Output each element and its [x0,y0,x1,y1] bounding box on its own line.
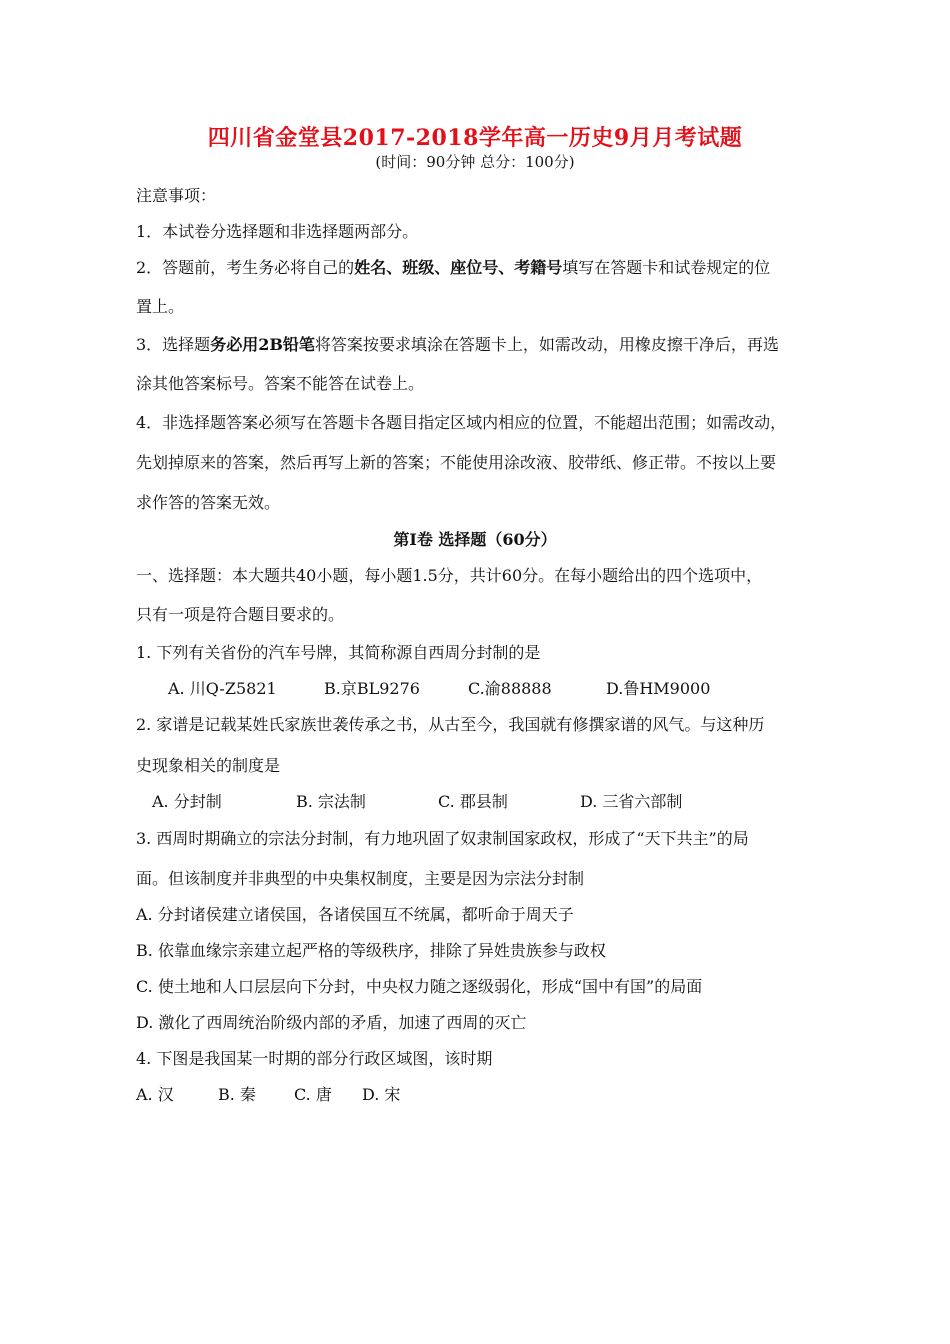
notice-item-4-line-2: 先划掉原来的答案，然后再写上新的答案；不能使用涂改液、胶带纸、修正带。不按以上要 [136,453,777,472]
notice-item-3-bold: 务必用2B铅笔 [210,335,315,354]
question-4-option-d: D. 宋 [362,1085,401,1104]
notice-item-2-bold: 姓名、班级、座位号、考籍号 [354,258,563,277]
question-1-stem: 1. 下列有关省份的汽车号牌，其简称源自西周分封制的是 [136,643,541,662]
question-4-stem: 4. 下图是我国某一时期的部分行政区域图，该时期 [136,1049,493,1068]
question-4-option-b: B. 秦 [218,1085,256,1104]
question-2-option-a: A. 分封制 [152,792,222,811]
question-1-option-c: C.渝88888 [468,679,552,698]
exam-title: 四川省金堂县2017-2018学年高一历史9月月考试题 [207,125,743,151]
question-1-option-b: B.京BL9276 [324,679,420,698]
notice-item-3-prefix: 3．选择题 [136,335,211,354]
question-2-stem-line-2: 史现象相关的制度是 [136,756,281,775]
notice-item-2-suffix: 填写在答题卡和试卷规定的位 [562,258,771,277]
instructions-line-1: 一、选择题：本大题共40小题，每小题1.5分，共计60分。在每小题给出的四个选项中， [136,566,763,585]
question-2-option-b: B. 宗法制 [296,792,366,811]
question-3-stem-line-1: 3. 西周时期确立的宗法分封制，有力地巩固了奴隶制国家政权，形成了“天下共主”的局 [136,829,749,848]
question-2-option-d: D. 三省六部制 [580,792,683,811]
question-4-option-a: A. 汉 [136,1085,174,1104]
notice-heading: 注意事项： [136,186,217,205]
question-3-stem-line-2: 面。但该制度并非典型的中央集权制度，主要是因为宗法分封制 [136,869,585,888]
notice-item-3-cont: 涂其他答案标号。答案不能答在试卷上。 [136,374,425,393]
notice-item-3-suffix: 将答案按要求填涂在答题卡上，如需改动，用橡皮擦干净后，再选 [314,335,779,354]
question-1-option-a: A. 川Q-Z5821 [168,679,277,698]
notice-item-1: 1．本试卷分选择题和非选择题两部分。 [136,222,419,241]
question-1-option-d: D.鲁HM9000 [606,679,711,698]
question-2-option-c: C. 郡县制 [438,792,508,811]
notice-item-2-prefix: 2．答题前，考生务必将自己的 [136,258,355,277]
question-3-option-c: C. 使土地和人口层层向下分封，中央权力随之逐级弱化，形成“国中有国”的局面 [136,977,703,996]
notice-item-2-cont: 置上。 [136,297,185,316]
question-4-option-c: C. 唐 [294,1085,332,1104]
notice-item-4-line-3: 求作答的答案无效。 [136,493,281,512]
instructions-line-2: 只有一项是符合题目要求的。 [136,605,345,624]
notice-item-3 [136,335,779,355]
section-title: 第Ⅰ卷 选择题（60分） [393,530,557,549]
notice-item-2 [136,258,770,278]
question-3-option-a: A. 分封诸侯建立诸侯国，各诸侯国互不统属，都听命于周天子 [136,905,574,924]
notice-item-4-line-1: 4．非选择题答案必须写在答题卡各题目指定区域内相应的位置，不能超出范围；如需改动， [136,413,787,432]
exam-subtitle: (时间：90分钟 总分：100分) [375,153,575,171]
question-3-option-b: B. 依靠血缘宗亲建立起严格的等级秩序，排除了异姓贵族参与政权 [136,941,606,960]
question-3-option-d: D. 激化了西周统治阶级内部的矛盾，加速了西周的灭亡 [136,1013,527,1032]
question-2-stem-line-1: 2. 家谱是记载某姓氏家族世袭传承之书，从古至今，我国就有修撰家谱的风气。与这种历 [136,715,765,734]
